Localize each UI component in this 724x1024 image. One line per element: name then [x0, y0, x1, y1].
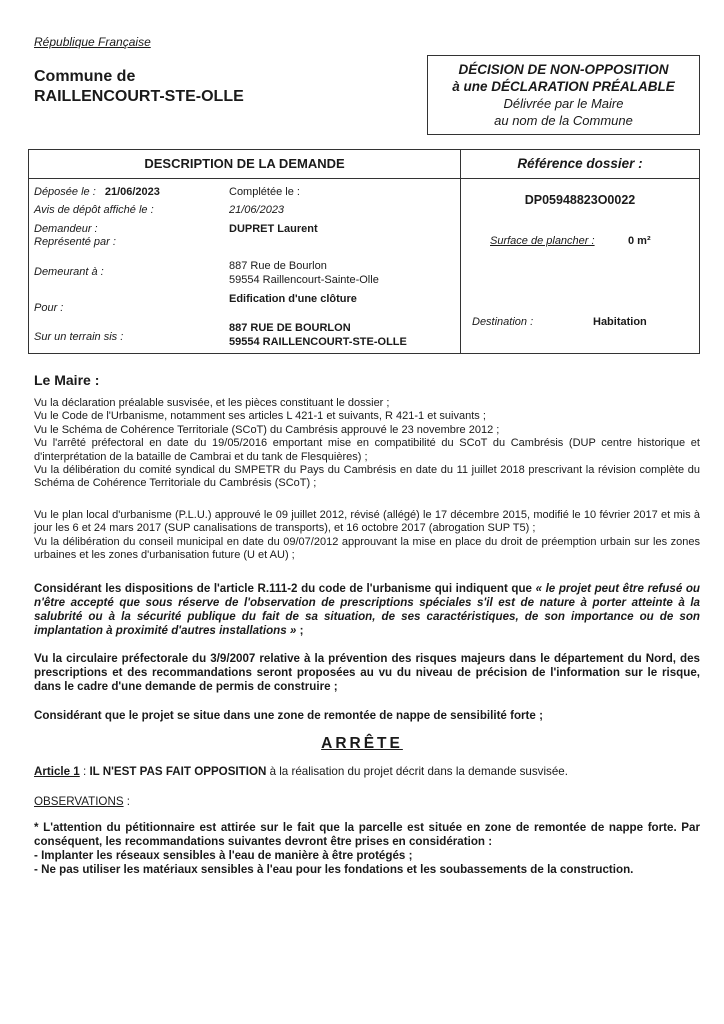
completee-value: 21/06/2023 [229, 204, 285, 216]
demandeur-value: DUPRET Laurent [229, 223, 318, 235]
observation-nappe: * L'attention du pétitionnaire est attirée sur le fait que la parcelle est située en zone de remontée de nappe forte. Par conséquent, les recommandations suivantes devront être prises en considération : [34, 821, 700, 848]
observation-materiaux: - Ne pas utiliser les matériaux sensibles à l'eau pour les fondations et les soubassements de la construction. [34, 863, 634, 876]
decision-title: DÉCISION DE NON-OPPOSITION [458, 62, 669, 77]
decision-subtitle: à une DÉCLARATION PRÉALABLE [452, 79, 675, 94]
deposee-label: Déposée le : [34, 186, 96, 198]
reference-number: DP05948823O0022 [524, 193, 636, 207]
demeurant-label: Demeurant à : [34, 266, 104, 278]
decision-on-behalf: au nom de la Commune [494, 113, 633, 128]
vu-declaration: Vu la déclaration préalable susvisée, et les pièces constituant le dossier ; [34, 397, 390, 409]
le-maire-heading: Le Maire : [34, 372, 100, 388]
represente-label: Représenté par : [34, 236, 116, 248]
article-1 [34, 765, 700, 779]
commune-name: RAILLENCOURT-STE-OLLE [34, 88, 244, 105]
observations-sep: : [123, 795, 131, 808]
article-1-label: Article 1 [34, 765, 80, 778]
arrete-heading: ARRÊTE [321, 735, 403, 752]
observations-label: OBSERVATIONS [34, 795, 124, 808]
decision-delivered-by: Délivrée par le Maire [503, 96, 624, 111]
terrain-label: Sur un terrain sis : [34, 331, 124, 343]
article-1-decision: IL N'EST PAS FAIT OPPOSITION [89, 765, 267, 778]
reference-title: Référence dossier : [517, 156, 643, 171]
surface-label: Surface de plancher : [490, 235, 595, 247]
avis-label: Avis de dépôt affiché le : [34, 204, 154, 216]
pour-label: Pour : [34, 302, 64, 314]
vu-scot: Vu le Schéma de Cohérence Territoriale (SCoT) du Cambrésis approuvé le 23 novembre 2012 ; [34, 423, 500, 436]
demandeur-label: Demandeur : [34, 223, 98, 235]
considerant-r111-2 [34, 582, 700, 638]
republique-francaise: République Française [34, 35, 151, 49]
considerant-nappe: Considérant que le projet se situe dans une zone de remontée de nappe de sensibilité forte ; [34, 709, 543, 722]
destination-label: Destination : [472, 316, 534, 328]
table-column-divider [460, 150, 461, 353]
vu-code-urbanisme: Vu le Code de l'Urbanisme, notamment ses articles L 421-1 et suivants, R 421-1 et suivants ; [34, 410, 486, 423]
surface-value: 0 m² [628, 235, 651, 247]
vu-deliberation-smpetr: Vu la délibération du comité syndical du SMPETR du Pays du Cambrésis en date du 11 juillet 2018 prescrivant la révision complète du Schéma de Cohérence Territoriale du Cambrésis (SCoT) ; [34, 464, 700, 490]
destination-value: Habitation [593, 316, 647, 328]
considerant-intro: Considérant les dispositions de l'article R.111-2 du code de l'urbanisme qui indiquent que [34, 582, 536, 595]
table-header-divider [29, 178, 699, 179]
commune-line1: Commune de [34, 68, 136, 85]
observation-reseaux: - Implanter les réseaux sensibles à l'eau de manière à être protégés ; [34, 849, 413, 862]
observations-list [34, 821, 700, 877]
description-title: DESCRIPTION DE LA DEMANDE [144, 156, 345, 171]
article-1-sep: : [79, 765, 90, 778]
demeurant-line1: 887 Rue de Bourlon [229, 260, 327, 272]
deposee-row [34, 186, 160, 199]
vu-block [34, 397, 700, 491]
terrain-line1: 887 RUE DE BOURLON [229, 322, 351, 334]
deposee-value: 21/06/2023 [104, 186, 160, 198]
article-1-rest: à la réalisation du projet décrit dans la demande susvisée. [266, 765, 568, 778]
vu-arrete-prefectoral: Vu l'arrêté préfectoral en date du 19/05/2016 emportant mise en compatibilité du SCoT du Cambrésis (DUP centre historique et d'interprétation de la bataille de Cambrai et du tank de Flesquières) ; [34, 437, 700, 463]
decision-box [427, 55, 700, 135]
completee-label: Complétée le : [229, 186, 300, 198]
vu-plu-block [34, 509, 700, 563]
considerant-quote: « le projet peut être refusé ou n'être accepté que sous réserve de l'observation de prescriptions spéciales s'il est de nature à porter atteinte à la salubrité ou à la sécurité publique du fait de sa situation, de ses caractéristiques, de son importance ou de son implantation à proximité d'autres installations » [34, 582, 700, 637]
vu-deliberation-conseil: Vu la délibération du conseil municipal en date du 09/07/2012 approuvant la mise en place du droit de préemption urbain sur les zones urbaines et les zones d'urbanisation future (U et AU) ; [34, 535, 700, 562]
considerant-end: ; [296, 624, 304, 637]
vu-circulaire: Vu la circulaire préfectorale du 3/9/2007 relative à la prévention des risques majeurs dans le département du Nord, des prescriptions et des recommandations seront proposées au vu du niveau de précision de l'information sur le risque, dans le cadre d'une demande de permis de construire ; [34, 652, 700, 693]
demeurant-line2: 59554 Raillencourt-Sainte-Olle [229, 274, 379, 286]
terrain-line2: 59554 RAILLENCOURT-STE-OLLE [229, 336, 407, 348]
pour-value: Edification d'une clôture [229, 293, 357, 305]
observations-heading [34, 795, 130, 809]
vu-plu: Vu le plan local d'urbanisme (P.L.U.) approuvé le 09 juillet 2012, révisé (allégé) le 17 décembre 2015, modifié le 10 février 2017 et mis à jour les 6 et 24 mars 2017 (SUP canalisations de transports), et 16 octobre 2017 (abrogation SUP T5) ; [34, 509, 700, 535]
